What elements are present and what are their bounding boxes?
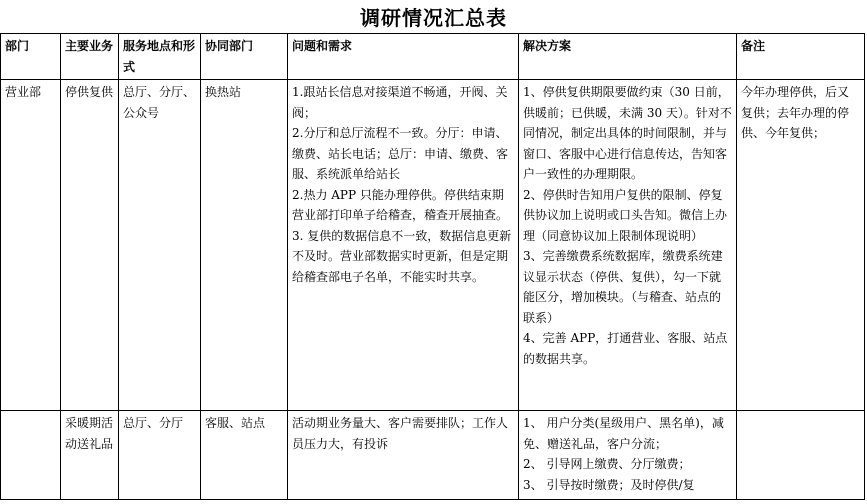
survey-table: [0, 33, 865, 500]
cell-solution: [519, 411, 737, 500]
header-business: 主要业务: [61, 34, 119, 80]
header-remark: 备注: [737, 34, 865, 80]
solution-line: 2、停供时告知用户复供的限制、停复供协议加上说明或口头告知。微信上办理（同意协议加上限制体现说明）: [523, 187, 728, 243]
header-row: [1, 34, 865, 80]
solution-line: 1、停供复供期限要做约束（30 日前，供暖前；已供暖，未满 30 天）。针对不同情况，制定出具体的时间限制，并与窗口、客服中心进行信息传达，告知客户一致性的办理期限。: [523, 85, 732, 181]
cell-remark: [737, 411, 865, 500]
cell-dept: [1, 411, 61, 500]
header-issues: 问题和需求: [288, 34, 519, 80]
solution-line: 3、 引导按时缴费；及时停供/复: [523, 477, 695, 492]
issue-line: 2.分厅和总厅流程不一致。分厅：申请、缴费、站长电话；总厅：申请、缴费、客服、系统派单给站长: [292, 126, 509, 181]
issue-line: 1.跟站长信息对接渠道不畅通，开阀、关阀；: [292, 85, 508, 120]
cell-issues: [288, 411, 519, 500]
header-coop: 协同部门: [201, 34, 288, 80]
issue-line: 活动期业务量大、客户需要排队；工作人员压力大，有投诉: [292, 416, 509, 451]
cell-coop: 换热站: [201, 80, 288, 411]
cell-location: 总厅、分厅: [119, 411, 201, 500]
header-solution: 解决方案: [519, 34, 737, 80]
cell-business: 停供复供: [61, 80, 119, 411]
solution-line: 3、完善缴费系统数据库，缴费系统建议显示状态（停供、复供），勾一下就能区分，增加模块。（与稽查、站点的联系）: [523, 249, 723, 325]
header-location: 服务地点和形式: [119, 34, 201, 80]
page-title: 调研情况汇总表: [360, 6, 507, 30]
issue-line: 3. 复供的数据信息不一致，数据信息更新不及时。营业部数据实时更新，但是定期给稽查部电子名单，不能实时共享。: [292, 228, 512, 284]
header-dept: 部门: [1, 34, 61, 80]
cell-location: 总厅、分厅、公众号: [119, 80, 201, 411]
solution-line: 2、 引导网上缴费、分厅缴费；: [523, 457, 691, 471]
issue-line: 2.热力 APP 只能办理停供。停供结束期营业部打印单子给稽查，稽查开展抽查。: [292, 187, 509, 222]
table-row: [1, 80, 865, 411]
solution-line: 4、完善 APP，打通营业、客服、站点的数据共享。: [523, 331, 728, 366]
cell-business: 采暖期活动送礼品: [61, 411, 119, 500]
cell-coop: 客服、站点: [201, 411, 288, 500]
cell-dept: 营业部: [1, 80, 61, 411]
solution-line: 1、 用户分类(星级用户、黑名单)，减免、赠送礼品，客户分流；: [523, 416, 724, 451]
cell-remark: 今年办理停供，后又复供；去年办理的停供、今年复供；: [737, 80, 865, 411]
cell-solution: [519, 80, 737, 411]
table-row: [1, 411, 865, 500]
cell-issues: [288, 80, 519, 411]
